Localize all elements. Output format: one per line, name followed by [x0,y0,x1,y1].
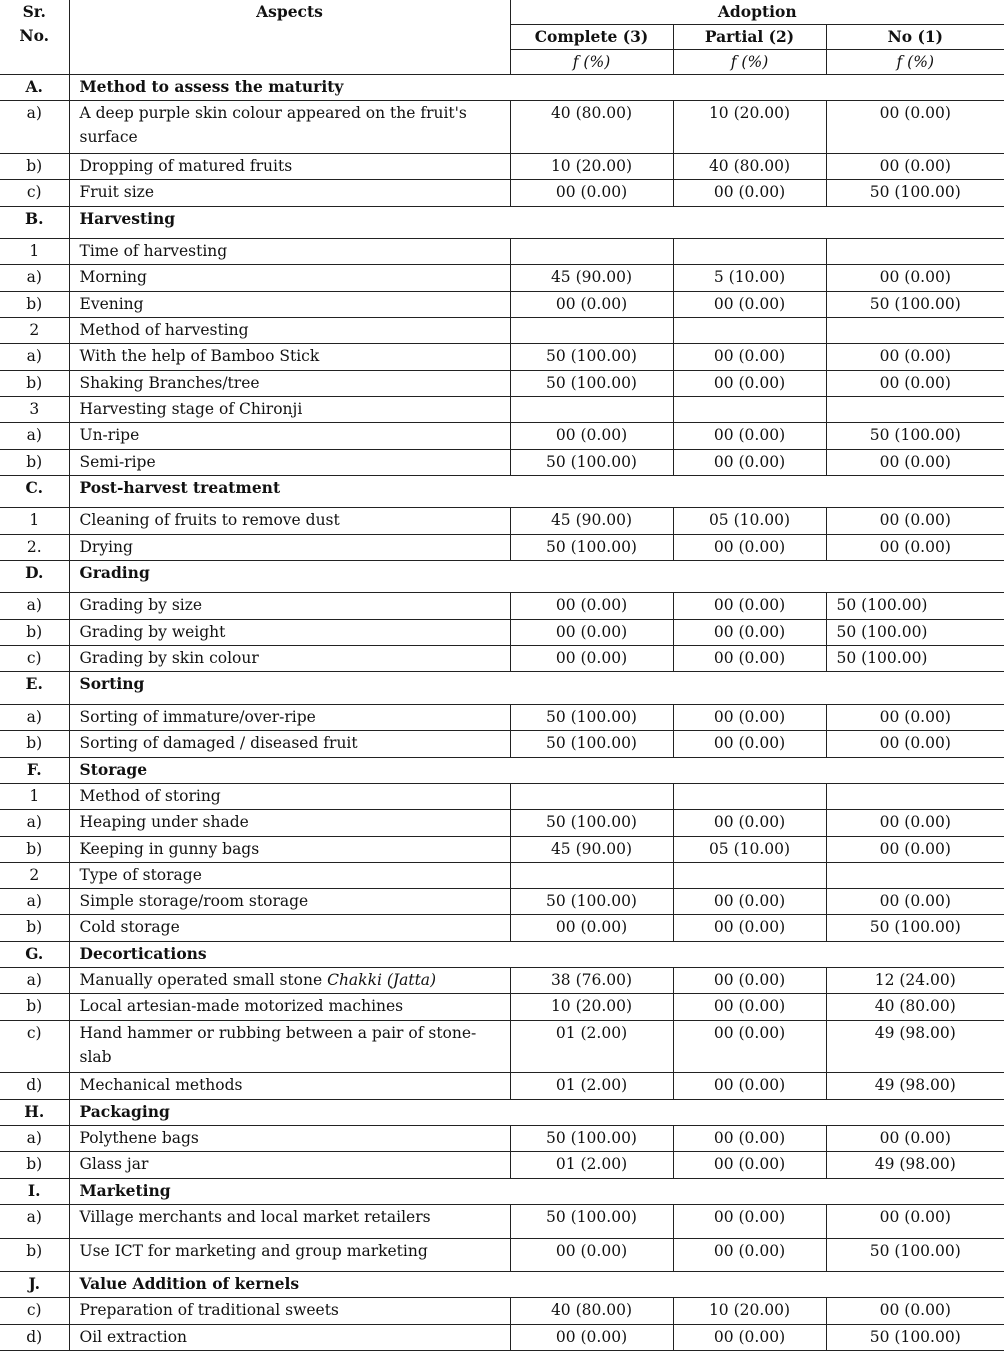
aspect-text: Sorting of damaged / diseased fruit [79,734,358,753]
row-sr: b) [0,836,69,862]
row-sr: b) [0,619,69,645]
no-value: 00 (0.00) [826,370,1004,396]
row-aspect [69,810,510,836]
partial-value: 00 (0.00) [673,344,826,370]
partial-value: 00 (0.00) [673,731,826,757]
table-row [0,968,1004,994]
complete-value: 38 (76.00) [510,968,673,994]
table-row [0,646,1004,672]
table-header [0,0,1004,75]
complete-header: Complete (3) [510,25,673,50]
no-value: 00 (0.00) [826,1205,1004,1238]
table-row [0,862,1004,888]
no-value: 49 (98.00) [826,1152,1004,1178]
complete-value: 50 (100.00) [510,810,673,836]
no-value: 00 (0.00) [826,449,1004,475]
section-letter: A. [0,75,69,101]
table-row [0,291,1004,317]
partial-value [673,239,826,265]
section-row [0,1271,1004,1297]
section-title: Packaging [69,1099,1004,1125]
row-sr: 3 [0,397,69,423]
row-aspect [69,101,510,154]
no-value: 50 (100.00) [826,180,1004,206]
complete-value: 00 (0.00) [510,593,673,619]
no-value: 00 (0.00) [826,344,1004,370]
section-letter: G. [0,941,69,967]
section-letter: E. [0,672,69,704]
aspect-text: Grading by weight [79,622,226,641]
row-aspect [69,1298,510,1324]
row-sr: c) [0,1298,69,1324]
row-aspect [69,783,510,809]
row-aspect [69,265,510,291]
no-value: 49 (98.00) [826,1020,1004,1073]
aspect-text: Heaping under shade [79,813,249,832]
row-aspect [69,1126,510,1152]
row-aspect [69,1238,510,1271]
aspect-text: Manually operated small stone [79,971,323,990]
partial-value: 00 (0.00) [673,1126,826,1152]
table-row [0,619,1004,645]
aspect-text: Fruit size [79,183,155,202]
section-letter: J. [0,1271,69,1297]
aspect-text: Shaking Branches/tree [79,373,260,392]
section-letter: H. [0,1099,69,1125]
row-sr: c) [0,180,69,206]
complete-value: 10 (20.00) [510,153,673,179]
row-sr: 2 [0,318,69,344]
aspect-text: Dropping of matured fruits [79,156,293,175]
no-value: 12 (24.00) [826,968,1004,994]
table-row [0,534,1004,560]
row-aspect [69,731,510,757]
partial-f-pct: f (%) [673,50,826,75]
aspect-text: Evening [79,294,144,313]
complete-value: 50 (100.00) [510,449,673,475]
partial-value: 10 (20.00) [673,1298,826,1324]
aspect-text: Use ICT for marketing and group marketing [79,1241,428,1260]
row-sr: a) [0,968,69,994]
section-title: Decortications [69,941,1004,967]
table-row [0,180,1004,206]
row-aspect [69,180,510,206]
section-row [0,672,1004,704]
partial-value: 40 (80.00) [673,153,826,179]
partial-value: 00 (0.00) [673,810,826,836]
no-value: 00 (0.00) [826,704,1004,730]
row-aspect [69,508,510,534]
table-row [0,344,1004,370]
partial-value [673,318,826,344]
row-sr: b) [0,1152,69,1178]
aspect-text: Semi-ripe [79,452,156,471]
partial-value: 00 (0.00) [673,889,826,915]
aspect-text: Polythene bags [79,1129,199,1148]
complete-value: 50 (100.00) [510,731,673,757]
adoption-header: Adoption [510,0,1004,25]
no-value: 50 (100.00) [826,619,1004,645]
complete-f-pct: f (%) [510,50,673,75]
partial-value: 00 (0.00) [673,423,826,449]
section-title: Harvesting [69,206,1004,238]
no-value: 00 (0.00) [826,153,1004,179]
row-aspect [69,889,510,915]
row-aspect [69,619,510,645]
row-aspect [69,1205,510,1238]
row-aspect [69,1324,510,1350]
complete-value: 45 (90.00) [510,836,673,862]
aspect-text: Un-ripe [79,426,140,445]
table-row [0,704,1004,730]
no-value: 50 (100.00) [826,1324,1004,1350]
no-value: 00 (0.00) [826,508,1004,534]
row-aspect [69,449,510,475]
table-row [0,1073,1004,1099]
row-sr: b) [0,153,69,179]
aspect-text: Keeping in gunny bags [79,839,260,858]
no-value: 00 (0.00) [826,1126,1004,1152]
section-row [0,1178,1004,1204]
no-value: 50 (100.00) [826,423,1004,449]
row-sr: c) [0,1020,69,1073]
partial-header: Partial (2) [673,25,826,50]
partial-value: 00 (0.00) [673,1073,826,1099]
section-row [0,1099,1004,1125]
complete-value: 00 (0.00) [510,423,673,449]
no-value: 50 (100.00) [826,1238,1004,1271]
table-row [0,239,1004,265]
no-value [826,783,1004,809]
row-sr: a) [0,1126,69,1152]
table-row [0,1298,1004,1324]
partial-value: 05 (10.00) [673,508,826,534]
complete-value: 50 (100.00) [510,1126,673,1152]
complete-value: 50 (100.00) [510,889,673,915]
aspect-text: Method of harvesting [79,321,249,340]
partial-value: 00 (0.00) [673,370,826,396]
no-value [826,397,1004,423]
section-row [0,561,1004,593]
row-aspect [69,1073,510,1099]
section-title: Post-harvest treatment [69,476,1004,508]
complete-value: 00 (0.00) [510,646,673,672]
aspect-text: Drying [79,537,133,556]
no-value: 40 (80.00) [826,994,1004,1020]
aspect-text: Local artesian-made motorized machines [79,997,404,1016]
aspect-text: Grading by size [79,596,203,615]
partial-value [673,862,826,888]
row-aspect [69,344,510,370]
table-row [0,783,1004,809]
complete-value: 01 (2.00) [510,1020,673,1073]
row-sr: b) [0,291,69,317]
section-row [0,757,1004,783]
partial-value: 00 (0.00) [673,968,826,994]
aspect-text: Grading by skin colour [79,649,259,668]
no-value: 00 (0.00) [826,101,1004,154]
section-title: Method to assess the maturity [69,75,1004,101]
section-row [0,206,1004,238]
no-value: 00 (0.00) [826,1298,1004,1324]
no-value [826,318,1004,344]
row-sr: b) [0,731,69,757]
row-aspect [69,593,510,619]
no-value: 00 (0.00) [826,836,1004,862]
complete-value: 00 (0.00) [510,1238,673,1271]
complete-value: 00 (0.00) [510,180,673,206]
aspect-text: A deep purple skin colour appeared on the fruit's surface [79,104,467,147]
table-row [0,318,1004,344]
aspect-text: Preparation of traditional sweets [79,1301,339,1320]
partial-value: 00 (0.00) [673,1205,826,1238]
complete-value: 40 (80.00) [510,1298,673,1324]
table-row [0,731,1004,757]
row-sr: b) [0,449,69,475]
partial-value: 00 (0.00) [673,593,826,619]
partial-value [673,783,826,809]
row-aspect [69,994,510,1020]
partial-value: 00 (0.00) [673,1020,826,1073]
table-row [0,889,1004,915]
row-aspect [69,1152,510,1178]
complete-value: 50 (100.00) [510,704,673,730]
table-row [0,1126,1004,1152]
complete-value: 00 (0.00) [510,291,673,317]
partial-value: 00 (0.00) [673,449,826,475]
complete-value [510,397,673,423]
aspects-header: Aspects [69,0,510,75]
table-row [0,153,1004,179]
partial-value: 00 (0.00) [673,915,826,941]
no-value [826,862,1004,888]
complete-value: 40 (80.00) [510,101,673,154]
no-value: 00 (0.00) [826,889,1004,915]
row-sr: d) [0,1324,69,1350]
section-row [0,75,1004,101]
no-value: 50 (100.00) [826,291,1004,317]
table-row [0,1324,1004,1350]
row-sr: d) [0,1073,69,1099]
table-row [0,1238,1004,1271]
partial-value: 00 (0.00) [673,619,826,645]
aspect-text: Morning [79,268,147,287]
row-sr: c) [0,646,69,672]
table-row [0,101,1004,154]
table-row [0,508,1004,534]
aspect-text: Time of harvesting [79,242,228,261]
table-row [0,915,1004,941]
row-sr: 2. [0,534,69,560]
aspect-text: Simple storage/room storage [79,892,309,911]
section-row [0,941,1004,967]
partial-value: 00 (0.00) [673,1238,826,1271]
table-row [0,397,1004,423]
section-letter: D. [0,561,69,593]
no-value: 50 (100.00) [826,915,1004,941]
no-value [826,239,1004,265]
aspect-text: Glass jar [79,1155,149,1174]
row-sr: a) [0,344,69,370]
row-aspect [69,915,510,941]
aspect-text: Harvesting stage of Chironji [79,400,303,419]
complete-value: 50 (100.00) [510,370,673,396]
aspect-text: Mechanical methods [79,1076,243,1095]
complete-value: 50 (100.00) [510,534,673,560]
complete-value: 01 (2.00) [510,1073,673,1099]
table-row [0,1152,1004,1178]
row-sr: a) [0,889,69,915]
row-aspect [69,153,510,179]
no-f-pct: f (%) [826,50,1004,75]
row-sr: a) [0,810,69,836]
aspect-text: Method of storing [79,786,221,805]
section-title: Storage [69,757,1004,783]
partial-value: 00 (0.00) [673,704,826,730]
section-title: Marketing [69,1178,1004,1204]
partial-value: 10 (20.00) [673,101,826,154]
section-letter: F. [0,757,69,783]
section-letter: C. [0,476,69,508]
partial-value: 5 (10.00) [673,265,826,291]
row-aspect [69,704,510,730]
complete-value [510,239,673,265]
section-letter: B. [0,206,69,238]
row-aspect [69,646,510,672]
no-value: 00 (0.00) [826,534,1004,560]
row-sr: b) [0,1238,69,1271]
complete-value: 00 (0.00) [510,619,673,645]
partial-value: 00 (0.00) [673,1152,826,1178]
no-value: 50 (100.00) [826,646,1004,672]
no-value: 49 (98.00) [826,1073,1004,1099]
section-letter: I. [0,1178,69,1204]
table-row [0,593,1004,619]
no-value: 00 (0.00) [826,265,1004,291]
aspect-text: Village merchants and local market retailers [79,1208,431,1227]
partial-value: 00 (0.00) [673,180,826,206]
aspect-text: Type of storage [79,865,202,884]
row-sr: a) [0,593,69,619]
row-sr: 2 [0,862,69,888]
row-sr: a) [0,1205,69,1238]
complete-value: 00 (0.00) [510,1324,673,1350]
row-sr: 1 [0,783,69,809]
row-sr: b) [0,994,69,1020]
table-row [0,1020,1004,1073]
complete-value [510,862,673,888]
complete-value: 01 (2.00) [510,1152,673,1178]
table-row [0,836,1004,862]
table-body [0,75,1004,1351]
aspect-text: Cleaning of fruits to remove dust [79,511,340,530]
row-sr: b) [0,370,69,396]
partial-value: 00 (0.00) [673,291,826,317]
row-aspect [69,370,510,396]
partial-value: 00 (0.00) [673,994,826,1020]
row-aspect [69,836,510,862]
row-aspect [69,423,510,449]
complete-value [510,318,673,344]
row-sr: 1 [0,239,69,265]
complete-value: 50 (100.00) [510,344,673,370]
complete-value [510,783,673,809]
partial-value [673,397,826,423]
complete-value: 10 (20.00) [510,994,673,1020]
no-value: 00 (0.00) [826,810,1004,836]
section-title: Value Addition of kernels [69,1271,1004,1297]
row-aspect [69,239,510,265]
no-header: No (1) [826,25,1004,50]
complete-value: 00 (0.00) [510,915,673,941]
row-aspect [69,862,510,888]
aspect-text: Oil extraction [79,1327,188,1346]
row-aspect [69,291,510,317]
complete-value: 45 (90.00) [510,508,673,534]
table-row [0,370,1004,396]
partial-value: 00 (0.00) [673,1324,826,1350]
row-sr: a) [0,423,69,449]
section-row [0,476,1004,508]
table-row [0,1205,1004,1238]
no-value: 00 (0.00) [826,731,1004,757]
sr-no-header: Sr. No. [0,0,69,75]
aspect-text: Cold storage [79,918,180,937]
partial-value: 05 (10.00) [673,836,826,862]
aspect-text: Sorting of immature/over-ripe [79,707,316,726]
aspect-italic-text: Chakki (Jatta) [327,971,437,990]
no-value: 50 (100.00) [826,593,1004,619]
row-aspect [69,397,510,423]
row-aspect [69,1020,510,1073]
table-row [0,994,1004,1020]
row-sr: 1 [0,508,69,534]
complete-value: 50 (100.00) [510,1205,673,1238]
complete-value: 45 (90.00) [510,265,673,291]
section-title: Sorting [69,672,1004,704]
table-row [0,810,1004,836]
partial-value: 00 (0.00) [673,534,826,560]
row-sr: a) [0,101,69,154]
table-row [0,265,1004,291]
row-sr: a) [0,704,69,730]
row-sr: a) [0,265,69,291]
aspect-text: With the help of Bamboo Stick [79,347,320,366]
aspect-text: Hand hammer or rubbing between a pair of stone-slab [79,1023,477,1066]
row-aspect [69,968,510,994]
table-row [0,449,1004,475]
table-row [0,423,1004,449]
partial-value: 00 (0.00) [673,646,826,672]
row-aspect [69,534,510,560]
row-aspect [69,318,510,344]
row-sr: b) [0,915,69,941]
section-title: Grading [69,561,1004,593]
